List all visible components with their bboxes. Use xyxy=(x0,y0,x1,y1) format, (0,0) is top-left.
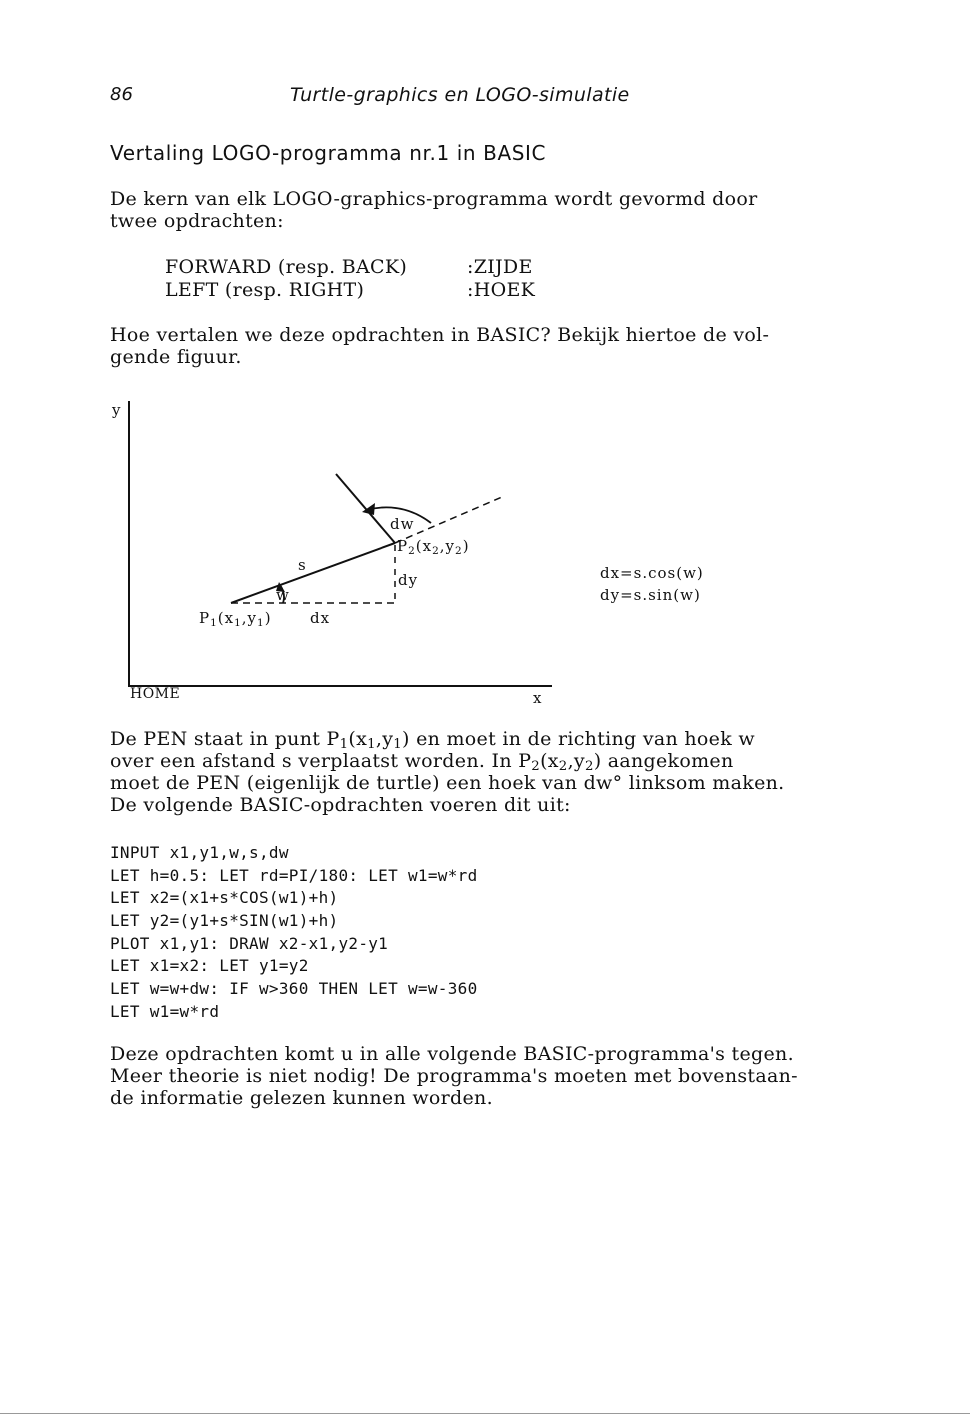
closing-line-3: de informatie gelezen kunnen worden. xyxy=(110,1087,493,1109)
code-line: LET w=w+dw: IF w>360 THEN LET w=w-360 xyxy=(110,979,478,999)
w-label: w xyxy=(276,586,290,604)
s-label: s xyxy=(298,556,307,574)
closing-paragraph xyxy=(110,1043,798,1109)
home-label: HOME xyxy=(130,686,181,702)
p1-label: $P_1(x_1,y_1)$ xyxy=(199,609,272,629)
dy-label: dy xyxy=(398,571,419,589)
formula-dy: dy=s.sin(w) xyxy=(600,586,701,604)
question-line-1: Hoe vertalen we deze opdrachten in BASIC? Bekijk hiertoe de vol- xyxy=(110,324,770,346)
command-arg: :HOEK xyxy=(467,279,536,301)
code-line: LET w1=w*rd xyxy=(110,1001,220,1021)
s-segment xyxy=(231,543,395,603)
dx-label: dx xyxy=(310,609,331,627)
code-line: PLOT x1,y1: DRAW x2-x1,y2-y1 xyxy=(110,933,389,953)
code-line: LET x1=x2: LET y1=y2 xyxy=(110,956,309,976)
dw-arrowhead xyxy=(362,503,375,515)
explanation-line-3: moet de PEN (eigenlijk de turtle) een hoek van dw° linksom maken. xyxy=(110,772,785,794)
code-line: LET x2=(x1+s*COS(w1)+h) xyxy=(110,888,339,908)
command-name: FORWARD (resp. BACK) xyxy=(165,256,408,278)
code-line: LET h=0.5: LET rd=PI/180: LET w1=w*rd xyxy=(110,865,478,885)
page-number: 86 xyxy=(110,84,133,105)
closing-line-2: Meer theorie is niet nodig! De programma's moeten met bovenstaan- xyxy=(110,1065,798,1087)
formula-dx: dx=s.cos(w) xyxy=(600,564,704,582)
explanation-line-4: De volgende BASIC-opdrachten voeren dit uit: xyxy=(110,794,571,816)
explanation-line-1: De PEN staat in punt $P_1(x_1,y_1)$ en moet in de richting van hoek w xyxy=(110,728,755,752)
code-line: LET y2=(y1+s*SIN(w1)+h) xyxy=(110,911,339,931)
x-axis-label: x xyxy=(533,689,543,707)
dw-label: dw xyxy=(390,515,415,533)
explanation-line-2: over een afstand s verplaatst worden. In $P_2(x_2,y_2)$ aangekomen xyxy=(110,750,734,774)
p2-label: $P_2(x_2,y_2)$ xyxy=(397,537,470,557)
closing-line-1: Deze opdrachten komt u in alle volgende BASIC-programma's tegen. xyxy=(110,1043,794,1065)
section-title: Vertaling LOGO-programma nr.1 in BASIC xyxy=(110,141,547,165)
question-line-2: gende figuur. xyxy=(110,346,242,368)
command-name: LEFT (resp. RIGHT) xyxy=(165,279,365,301)
running-title: Turtle-graphics en LOGO-simulatie xyxy=(290,84,630,106)
new-direction-line xyxy=(336,474,395,543)
code-line: INPUT x1,y1,w,s,dw xyxy=(110,843,289,862)
intro-line-2: twee opdrachten: xyxy=(110,210,284,232)
basic-code-listing xyxy=(110,842,478,1024)
intro-line-1: De kern van elk LOGO-graphics-programma wordt gevormd door xyxy=(110,188,758,210)
y-axis-label: y xyxy=(112,401,122,419)
page-bottom-edge xyxy=(0,1413,970,1414)
command-arg: :ZIJDE xyxy=(467,256,533,278)
explanation-paragraph xyxy=(110,728,785,816)
